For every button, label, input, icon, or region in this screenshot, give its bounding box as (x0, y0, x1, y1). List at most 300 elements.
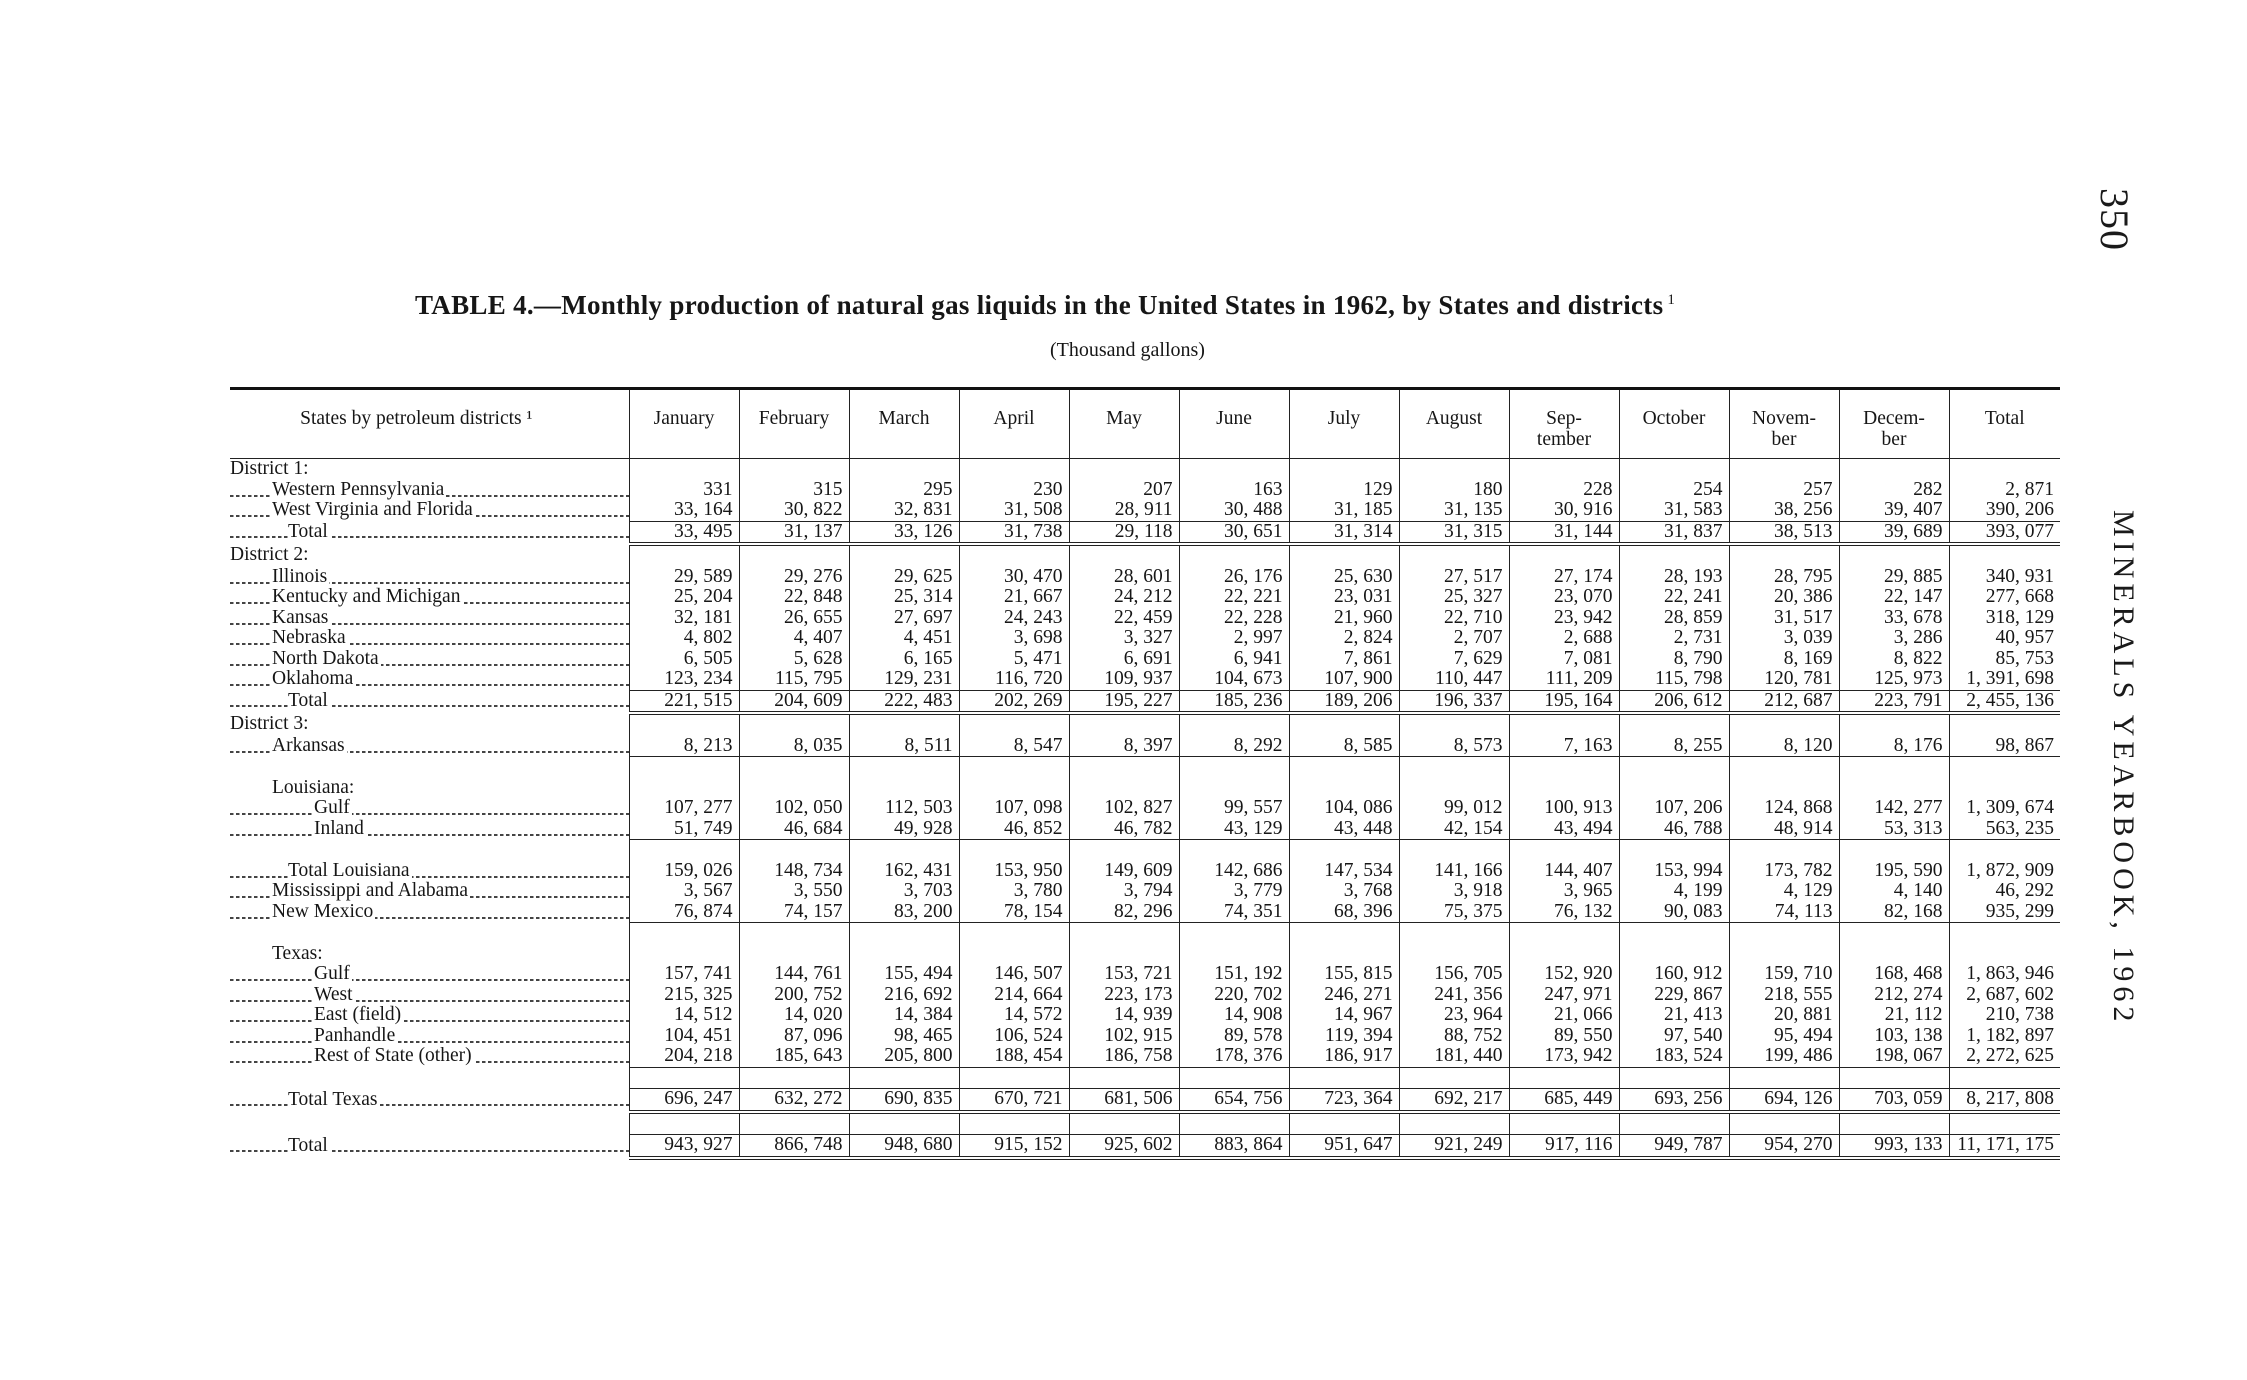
spacer-cell (230, 840, 629, 861)
table-row (230, 628, 2060, 649)
spacer-cell (849, 1067, 959, 1089)
value-cell (629, 944, 739, 965)
value-cell: 8, 176 (1839, 736, 1949, 757)
spacer-cell (1069, 1067, 1179, 1089)
spacer-cell (629, 923, 739, 944)
value-cell: 1, 872, 909 (1949, 861, 2060, 882)
row-label-text: Gulf (314, 798, 350, 818)
value-cell: 153, 994 (1619, 861, 1729, 882)
value-cell: 102, 827 (1069, 798, 1179, 819)
spacer-cell (1839, 1112, 1949, 1135)
value-cell: 8, 035 (739, 736, 849, 757)
value-cell: 8, 217, 808 (1949, 1089, 2060, 1112)
row-label-text: New Mexico (272, 901, 374, 922)
value-cell: 46, 852 (959, 819, 1069, 840)
table-row (230, 1089, 2060, 1112)
value-cell: 2, 997 (1179, 628, 1289, 649)
value-cell: 206, 612 (1619, 690, 1729, 713)
value-cell: 723, 364 (1289, 1089, 1399, 1112)
table-row (230, 690, 2060, 713)
spacer-cell (1839, 1067, 1949, 1089)
value-cell: 8, 213 (629, 736, 739, 757)
value-cell: 129 (1289, 480, 1399, 501)
value-cell: 31, 144 (1509, 521, 1619, 544)
spacer-cell (849, 757, 959, 778)
value-cell: 31, 135 (1399, 500, 1509, 521)
value-cell: 173, 942 (1509, 1046, 1619, 1067)
value-cell: 207 (1069, 480, 1179, 501)
spacer-cell (1619, 840, 1729, 861)
value-cell (1179, 713, 1289, 736)
value-cell (1509, 459, 1619, 480)
spacer-cell (1179, 840, 1289, 861)
value-cell (629, 459, 739, 480)
value-cell (1399, 544, 1509, 567)
row-label (230, 1046, 629, 1067)
table-row (230, 521, 2060, 544)
spacer-cell (629, 840, 739, 861)
value-cell: 202, 269 (959, 690, 1069, 713)
table-row (230, 459, 2060, 480)
value-cell (1729, 544, 1839, 567)
value-cell (959, 544, 1069, 567)
value-cell: 120, 781 (1729, 669, 1839, 690)
value-cell: 925, 602 (1069, 1135, 1179, 1158)
value-cell: 82, 296 (1069, 902, 1179, 923)
value-cell: 124, 868 (1729, 798, 1839, 819)
row-label-text: Kansas (272, 607, 329, 628)
value-cell: 30, 470 (959, 567, 1069, 588)
value-cell: 31, 837 (1619, 521, 1729, 544)
spacer-cell (629, 1067, 739, 1089)
value-cell: 123, 234 (629, 669, 739, 690)
value-cell: 22, 848 (739, 587, 849, 608)
value-cell (1399, 944, 1509, 965)
value-cell: 195, 227 (1069, 690, 1179, 713)
value-cell: 48, 914 (1729, 819, 1839, 840)
table-row (230, 861, 2060, 882)
value-cell: 31, 185 (1289, 500, 1399, 521)
value-cell: 14, 384 (849, 1005, 959, 1026)
value-cell: 74, 157 (739, 902, 849, 923)
value-cell: 670, 721 (959, 1089, 1069, 1112)
value-cell (1289, 778, 1399, 799)
value-cell: 14, 572 (959, 1005, 1069, 1026)
value-cell: 694, 126 (1729, 1089, 1839, 1112)
value-cell: 186, 758 (1069, 1046, 1179, 1067)
value-cell: 917, 116 (1509, 1135, 1619, 1158)
value-cell (1509, 544, 1619, 567)
value-cell: 68, 396 (1289, 902, 1399, 923)
spacer-cell (230, 923, 629, 944)
value-cell: 76, 874 (629, 902, 739, 923)
column-header: Decem- ber (1839, 389, 1949, 459)
value-cell: 200, 752 (739, 985, 849, 1006)
value-cell: 29, 589 (629, 567, 739, 588)
value-cell: 162, 431 (849, 861, 959, 882)
row-label-text: Arkansas (272, 735, 345, 756)
value-cell: 51, 749 (629, 819, 739, 840)
value-cell (1949, 713, 2060, 736)
spacer-cell (959, 1112, 1069, 1135)
value-cell: 210, 738 (1949, 1005, 2060, 1026)
value-cell: 104, 086 (1289, 798, 1399, 819)
value-cell: 703, 059 (1839, 1089, 1949, 1112)
value-cell: 75, 375 (1399, 902, 1509, 923)
table-row (230, 944, 2060, 965)
spacer-cell (1289, 1112, 1399, 1135)
value-cell: 14, 512 (629, 1005, 739, 1026)
value-cell (1509, 944, 1619, 965)
value-cell: 1, 391, 698 (1949, 669, 2060, 690)
value-cell: 23, 964 (1399, 1005, 1509, 1026)
spacer-row (230, 1067, 2060, 1089)
value-cell: 7, 629 (1399, 649, 1509, 670)
table-header-row (230, 389, 2060, 459)
value-cell (1949, 544, 2060, 567)
row-label-text: District 2: (230, 544, 309, 565)
row-label-text: Panhandle (314, 1025, 396, 1046)
value-cell: 340, 931 (1949, 567, 2060, 588)
value-cell: 27, 697 (849, 608, 959, 629)
value-cell: 147, 534 (1289, 861, 1399, 882)
column-header: August (1399, 389, 1509, 459)
value-cell: 31, 314 (1289, 521, 1399, 544)
value-cell (1289, 459, 1399, 480)
value-cell: 144, 761 (739, 964, 849, 985)
row-label (230, 861, 629, 882)
value-cell (1949, 459, 2060, 480)
spacer-cell (1619, 923, 1729, 944)
row-label-text: North Dakota (272, 648, 379, 669)
row-label (230, 1089, 629, 1112)
spacer-cell (1289, 840, 1399, 861)
spacer-cell (1729, 1067, 1839, 1089)
spacer-cell (1179, 757, 1289, 778)
value-cell: 4, 129 (1729, 881, 1839, 902)
value-cell: 24, 212 (1069, 587, 1179, 608)
value-cell: 102, 915 (1069, 1026, 1179, 1047)
value-cell: 20, 881 (1729, 1005, 1839, 1026)
table-row (230, 544, 2060, 567)
table-row (230, 1135, 2060, 1158)
value-cell: 95, 494 (1729, 1026, 1839, 1047)
value-cell: 393, 077 (1949, 521, 2060, 544)
value-cell: 90, 083 (1619, 902, 1729, 923)
spacer-cell (739, 757, 849, 778)
value-cell: 8, 292 (1179, 736, 1289, 757)
value-cell: 31, 315 (1399, 521, 1509, 544)
value-cell: 1, 309, 674 (1949, 798, 2060, 819)
value-cell: 27, 174 (1509, 567, 1619, 588)
value-cell: 935, 299 (1949, 902, 2060, 923)
value-cell (1729, 713, 1839, 736)
value-cell: 205, 800 (849, 1046, 959, 1067)
value-cell: 28, 795 (1729, 567, 1839, 588)
spacer-cell (1289, 1067, 1399, 1089)
value-cell: 107, 098 (959, 798, 1069, 819)
row-label-text: Rest of State (other) (314, 1046, 472, 1067)
value-cell: 218, 555 (1729, 985, 1839, 1006)
column-header: October (1619, 389, 1729, 459)
value-cell: 28, 859 (1619, 608, 1729, 629)
row-label (230, 944, 629, 965)
row-label-text: District 3: (230, 713, 309, 734)
table-row (230, 608, 2060, 629)
value-cell: 87, 096 (739, 1026, 849, 1047)
value-cell (1289, 713, 1399, 736)
row-label (230, 985, 629, 1006)
value-cell (1949, 778, 2060, 799)
table-row (230, 1005, 2060, 1026)
row-label (230, 881, 629, 902)
value-cell: 3, 965 (1509, 881, 1619, 902)
value-cell (1509, 778, 1619, 799)
value-cell: 2, 272, 625 (1949, 1046, 2060, 1067)
row-label (230, 690, 629, 713)
spacer-cell (1179, 1112, 1289, 1135)
value-cell: 33, 495 (629, 521, 739, 544)
value-cell (1729, 778, 1839, 799)
spacer-cell (739, 923, 849, 944)
value-cell: 563, 235 (1949, 819, 2060, 840)
value-cell: 180 (1399, 480, 1509, 501)
value-cell (1289, 944, 1399, 965)
value-cell: 7, 861 (1289, 649, 1399, 670)
value-cell: 204, 609 (739, 690, 849, 713)
spacer-cell (1399, 1067, 1509, 1089)
value-cell (1179, 944, 1289, 965)
row-label (230, 964, 629, 985)
value-cell: 28, 601 (1069, 567, 1179, 588)
column-header: March (849, 389, 959, 459)
table-row (230, 1026, 2060, 1047)
value-cell: 948, 680 (849, 1135, 959, 1158)
value-cell: 163 (1179, 480, 1289, 501)
value-cell: 185, 643 (739, 1046, 849, 1067)
row-label-text: Total (288, 521, 328, 543)
value-cell: 241, 356 (1399, 985, 1509, 1006)
value-cell: 99, 012 (1399, 798, 1509, 819)
value-cell (1069, 944, 1179, 965)
column-header: July (1289, 389, 1399, 459)
table-row (230, 985, 2060, 1006)
value-cell: 31, 137 (739, 521, 849, 544)
value-cell: 53, 313 (1839, 819, 1949, 840)
value-cell: 83, 200 (849, 902, 959, 923)
value-cell: 89, 550 (1509, 1026, 1619, 1047)
value-cell: 74, 351 (1179, 902, 1289, 923)
value-cell (1179, 459, 1289, 480)
value-cell: 5, 628 (739, 649, 849, 670)
table-row (230, 1046, 2060, 1067)
value-cell: 195, 164 (1509, 690, 1619, 713)
value-cell: 8, 120 (1729, 736, 1839, 757)
value-cell: 152, 920 (1509, 964, 1619, 985)
value-cell: 116, 720 (959, 669, 1069, 690)
value-cell: 331 (629, 480, 739, 501)
value-cell: 141, 166 (1399, 861, 1509, 882)
value-cell: 230 (959, 480, 1069, 501)
value-cell: 3, 039 (1729, 628, 1839, 649)
value-cell: 188, 454 (959, 1046, 1069, 1067)
row-label-text: Inland (314, 818, 364, 839)
row-label-text: Nebraska (272, 628, 346, 648)
value-cell: 22, 710 (1399, 608, 1509, 629)
row-label-text: Texas: (272, 943, 323, 964)
table-row (230, 736, 2060, 757)
table-row (230, 649, 2060, 670)
spacer-cell (1839, 757, 1949, 778)
value-cell: 29, 276 (739, 567, 849, 588)
value-cell: 22, 221 (1179, 587, 1289, 608)
value-cell: 42, 154 (1399, 819, 1509, 840)
value-cell: 4, 407 (739, 628, 849, 649)
spacer-cell (959, 923, 1069, 944)
row-label (230, 819, 629, 840)
spacer-cell (1729, 757, 1839, 778)
value-cell (739, 944, 849, 965)
value-cell: 153, 721 (1069, 964, 1179, 985)
column-header: February (739, 389, 849, 459)
row-label-text: West (314, 984, 353, 1005)
spacer-cell (1509, 1112, 1619, 1135)
value-cell (1289, 544, 1399, 567)
value-cell: 32, 181 (629, 608, 739, 629)
row-label (230, 628, 629, 649)
row-label-text: West Virginia and Florida (272, 500, 473, 521)
row-label-text: Total Texas (288, 1088, 378, 1110)
value-cell: 43, 129 (1179, 819, 1289, 840)
row-label (230, 713, 629, 736)
value-cell (1619, 459, 1729, 480)
value-cell: 22, 241 (1619, 587, 1729, 608)
row-label-text: Total (288, 1134, 328, 1156)
spacer-cell (849, 1112, 959, 1135)
value-cell (1069, 713, 1179, 736)
value-cell: 156, 705 (1399, 964, 1509, 985)
value-cell: 186, 917 (1289, 1046, 1399, 1067)
value-cell: 921, 249 (1399, 1135, 1509, 1158)
spacer-cell (1839, 840, 1949, 861)
value-cell: 142, 277 (1839, 798, 1949, 819)
spacer-row (230, 757, 2060, 778)
row-label (230, 567, 629, 588)
value-cell (739, 778, 849, 799)
column-header: Total (1949, 389, 2060, 459)
value-cell (849, 544, 959, 567)
row-label (230, 1026, 629, 1047)
value-cell: 14, 020 (739, 1005, 849, 1026)
value-cell: 129, 231 (849, 669, 959, 690)
row-label (230, 778, 629, 799)
spacer-cell (1949, 923, 2060, 944)
value-cell (849, 944, 959, 965)
value-cell: 144, 407 (1509, 861, 1619, 882)
value-cell: 98, 867 (1949, 736, 2060, 757)
value-cell: 692, 217 (1399, 1089, 1509, 1112)
value-cell: 115, 798 (1619, 669, 1729, 690)
value-cell: 3, 918 (1399, 881, 1509, 902)
value-cell: 318, 129 (1949, 608, 2060, 629)
spacer-cell (1729, 923, 1839, 944)
spacer-cell (1069, 840, 1179, 861)
row-label (230, 521, 629, 544)
table-row (230, 480, 2060, 501)
value-cell: 685, 449 (1509, 1089, 1619, 1112)
table-title (415, 290, 1895, 321)
value-cell: 883, 864 (1179, 1135, 1289, 1158)
value-cell (1069, 778, 1179, 799)
value-cell (1069, 459, 1179, 480)
value-cell: 223, 173 (1069, 985, 1179, 1006)
column-header: January (629, 389, 739, 459)
value-cell (1839, 713, 1949, 736)
value-cell: 22, 147 (1839, 587, 1949, 608)
spacer-cell (849, 840, 959, 861)
value-cell: 30, 651 (1179, 521, 1289, 544)
value-cell: 3, 550 (739, 881, 849, 902)
spacer-cell (959, 1067, 1069, 1089)
value-cell: 155, 494 (849, 964, 959, 985)
value-cell: 4, 802 (629, 628, 739, 649)
value-cell: 8, 822 (1839, 649, 1949, 670)
spacer-cell (1839, 923, 1949, 944)
value-cell: 181, 440 (1399, 1046, 1509, 1067)
row-label (230, 500, 629, 521)
value-cell (959, 944, 1069, 965)
value-cell: 46, 684 (739, 819, 849, 840)
spacer-cell (1069, 757, 1179, 778)
value-cell: 74, 113 (1729, 902, 1839, 923)
value-cell: 25, 327 (1399, 587, 1509, 608)
value-cell (629, 778, 739, 799)
table-row (230, 902, 2060, 923)
value-cell: 115, 795 (739, 669, 849, 690)
value-cell: 212, 274 (1839, 985, 1949, 1006)
column-header: June (1179, 389, 1289, 459)
value-cell: 97, 540 (1619, 1026, 1729, 1047)
value-cell: 8, 397 (1069, 736, 1179, 757)
value-cell: 257 (1729, 480, 1839, 501)
spacer-cell (1069, 1112, 1179, 1135)
value-cell: 222, 483 (849, 690, 959, 713)
value-cell: 220, 702 (1179, 985, 1289, 1006)
value-cell: 199, 486 (1729, 1046, 1839, 1067)
value-cell: 33, 678 (1839, 608, 1949, 629)
value-cell: 40, 957 (1949, 628, 2060, 649)
value-cell: 29, 118 (1069, 521, 1179, 544)
row-label (230, 544, 629, 567)
table-row (230, 669, 2060, 690)
value-cell: 38, 256 (1729, 500, 1839, 521)
spacer-cell (230, 1112, 629, 1135)
value-cell: 3, 698 (959, 628, 1069, 649)
spacer-cell (1289, 923, 1399, 944)
value-cell (849, 713, 959, 736)
value-cell (959, 459, 1069, 480)
value-cell (959, 778, 1069, 799)
table-row (230, 567, 2060, 588)
spacer-cell (1619, 757, 1729, 778)
value-cell (629, 544, 739, 567)
value-cell: 693, 256 (1619, 1089, 1729, 1112)
value-cell: 24, 243 (959, 608, 1069, 629)
table-row (230, 587, 2060, 608)
value-cell: 690, 835 (849, 1089, 959, 1112)
value-cell: 39, 689 (1839, 521, 1949, 544)
value-cell: 3, 327 (1069, 628, 1179, 649)
